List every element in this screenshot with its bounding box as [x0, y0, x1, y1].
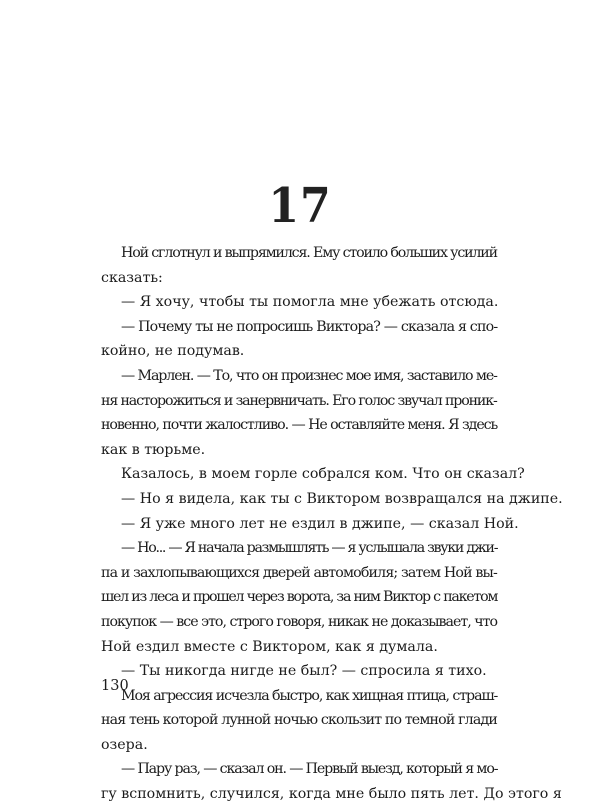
- text-line: гу вспомнить, случился, когда мне было пять лет. До этого я: [101, 786, 562, 803]
- body-text: [101, 241, 563, 807]
- text-line: — Почему ты не попросишь Виктора? — сказала я спо-: [121, 318, 498, 335]
- text-line: — Я хочу, чтобы ты помогла мне убежать отсюда.: [121, 294, 499, 311]
- text-line: па и захлопывающихся дверей автомобиля; затем Ной вы-: [101, 564, 497, 581]
- text-line: — Пару раз, — сказал он. — Первый выезд, который я мо-: [121, 761, 498, 778]
- text-line: покупок — все это, строго говоря, никак не доказывает, что: [101, 613, 498, 630]
- page-number: 130: [101, 678, 129, 694]
- text-line: — Я уже много лет не ездил в джипе, — сказал Ной.: [121, 515, 519, 532]
- text-line: — Марлен. — То, что он произнес мое имя, заставило ме-: [121, 367, 497, 384]
- text-line: озера.: [101, 736, 148, 753]
- text-line: Ной ездил вместе с Виктором, как я думала.: [101, 638, 438, 655]
- text-line: Казалось, в моем горле собрался ком. Что он сказал?: [121, 466, 525, 483]
- text-line: сказать:: [101, 269, 163, 286]
- text-line: как в тюрьме.: [101, 441, 206, 458]
- text-line: — Но... — Я начала размышлять — я услышала звуки джи-: [121, 540, 498, 557]
- text-line: ня насторожиться и занервничать. Его голос звучал проник-: [101, 392, 497, 409]
- text-line: койно, не подумав.: [101, 343, 245, 360]
- text-line: шел из леса и прошел через ворота, за ним Виктор с пакетом: [101, 589, 498, 606]
- text-line: Моя агрессия исчезла быстро, как хищная птица, страш-: [121, 687, 498, 704]
- chapter-number: 17: [268, 178, 332, 234]
- text-line: ная тень которой лунной ночью скользит по темной глади: [101, 712, 497, 729]
- text-line: Ной сглотнул и выпрямился. Ему стоило больших усилий: [121, 245, 497, 261]
- text-line: — Но я видела, как ты с Виктором возвращался на джипе.: [121, 490, 563, 507]
- text-line: — Ты никогда нигде не был? — спросила я тихо.: [121, 663, 487, 680]
- text-line: новенно, почти жалостливо. — Не оставляйте меня. Я здесь: [101, 417, 498, 434]
